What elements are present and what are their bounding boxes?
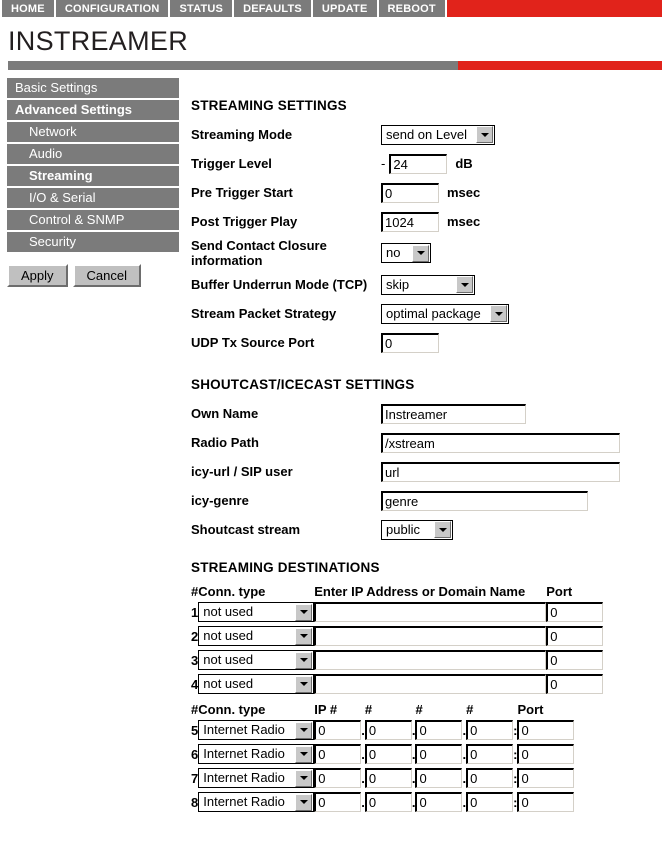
port-cell (546, 650, 603, 674)
shoutcast-stream-select[interactable] (381, 520, 453, 540)
conn-type-select[interactable] (198, 602, 314, 622)
chevron-down-icon[interactable] (490, 305, 507, 322)
trigger-level-input[interactable] (389, 154, 447, 174)
udp-tx-source-port-label: UDP Tx Source Port (191, 335, 315, 350)
octet-3-cell (415, 744, 462, 768)
chevron-down-icon[interactable] (295, 676, 312, 693)
octet-2-cell (365, 720, 412, 744)
page-title: INSTREAMER (8, 26, 189, 56)
field-shoutcast-stream (191, 517, 662, 542)
divider-gray-segment (8, 61, 458, 70)
trigger-level-unit: dB (455, 156, 473, 171)
post-trigger-play-label: Post Trigger Play (191, 214, 298, 229)
octet-4-cell (466, 744, 513, 768)
nav-status-label: STATUS (179, 2, 224, 15)
sidebar-item-security[interactable] (7, 232, 179, 252)
icy-genre-label: icy-genre (191, 493, 249, 508)
port-input[interactable] (546, 602, 603, 622)
radio-path-input[interactable] (381, 433, 620, 453)
chevron-down-icon[interactable] (295, 746, 312, 763)
conn-type-cell (198, 792, 314, 816)
chevron-down-icon[interactable] (295, 604, 312, 621)
sidebar-item-label: I/O & Serial (29, 190, 96, 205)
buffer-underrun-mode-value: skip (386, 276, 410, 292)
address-input[interactable] (314, 650, 546, 670)
trigger-level-label: Trigger Level (191, 156, 272, 171)
header-num: # (191, 584, 199, 599)
radio-path-label: Radio Path (191, 435, 259, 450)
port-input[interactable] (517, 720, 574, 740)
conn-type-value: Internet Radio (203, 746, 285, 761)
post-trigger-play-input[interactable] (381, 212, 439, 232)
port-cell (517, 720, 574, 744)
sidebar-item-label: Security (29, 234, 76, 249)
octet-3-cell (415, 720, 462, 744)
field-pre-trigger-start (191, 180, 662, 205)
row-number: 3 (191, 652, 199, 668)
table-row (191, 792, 574, 816)
stream-packet-strategy-value: optimal package (386, 305, 481, 321)
conn-type-cell (198, 650, 314, 674)
conn-type-select[interactable] (198, 720, 314, 740)
nav-status[interactable] (170, 0, 234, 17)
octet-2-input[interactable] (365, 720, 412, 740)
sidebar-item-streaming[interactable] (7, 166, 179, 186)
octet-3-input[interactable] (415, 720, 462, 740)
nav-configuration-label: CONFIGURATION (64, 2, 160, 15)
sidebar-item-label: Control & SNMP (29, 212, 125, 227)
sidebar-item-label: Audio (29, 146, 63, 161)
port-cell (546, 602, 603, 626)
octet-separator: . (411, 722, 416, 738)
streaming-settings-heading: STREAMING SETTINGS (191, 98, 347, 113)
row-number: 2 (191, 628, 199, 644)
sidebar-item-audio[interactable] (7, 144, 179, 164)
chevron-down-icon[interactable] (434, 521, 451, 538)
conn-type-cell (198, 602, 314, 626)
field-send-contact-closure (191, 238, 662, 268)
octet-4-input[interactable] (466, 792, 513, 812)
table-row (191, 744, 574, 768)
trigger-level-minus-sign: - (381, 156, 386, 171)
port-input[interactable] (517, 744, 574, 764)
chevron-down-icon[interactable] (295, 794, 312, 811)
header-address: Enter IP Address or Domain Name (314, 584, 526, 599)
conn-type-cell (198, 720, 314, 744)
octet-separator: . (462, 746, 467, 762)
octet-separator: . (411, 746, 416, 762)
conn-type-cell (198, 768, 314, 792)
octet-2-cell (365, 792, 412, 816)
field-own-name (191, 401, 662, 426)
octet-separator: . (411, 770, 416, 786)
header-port: Port (546, 584, 573, 599)
header-octet-3: # (415, 702, 423, 717)
nav-reboot-label: REBOOT (387, 2, 436, 15)
octet-3-cell (415, 792, 462, 816)
row-number: 7 (191, 770, 199, 786)
apply-button[interactable]: Apply (7, 264, 68, 287)
conn-type-cell (198, 744, 314, 768)
cancel-button[interactable]: Cancel (73, 264, 141, 287)
udp-tx-source-port-input[interactable] (381, 333, 439, 353)
nav-home-label: HOME (11, 2, 45, 15)
field-buffer-underrun-mode (191, 272, 662, 297)
field-post-trigger-play (191, 209, 662, 234)
octet-2-input[interactable] (365, 792, 412, 812)
address-input[interactable] (314, 674, 546, 694)
sidebar-item-label: Network (29, 124, 77, 139)
field-udp-tx-source-port (191, 330, 662, 355)
icy-url-input[interactable] (381, 462, 620, 482)
octet-2-cell (365, 768, 412, 792)
octet-1-cell (314, 744, 361, 768)
sidebar-item-label: Advanced Settings (15, 102, 133, 117)
octet-1-input[interactable] (314, 792, 361, 812)
octet-separator: . (361, 722, 365, 738)
header-ip: IP # (314, 702, 338, 717)
header-octet-2: # (364, 702, 373, 717)
port-input[interactable] (546, 650, 603, 670)
port-input[interactable] (546, 626, 603, 646)
field-icy-url (191, 459, 662, 484)
chevron-down-icon[interactable] (295, 628, 312, 645)
header-octet-4: # (466, 702, 474, 717)
octet-3-cell (415, 768, 462, 792)
sidebar-item-network[interactable] (7, 122, 179, 142)
conn-type-select[interactable] (198, 768, 314, 788)
port-cell (517, 792, 574, 816)
row-number: 4 (191, 676, 199, 692)
conn-type-value: Internet Radio (203, 722, 285, 737)
row-number: 6 (191, 746, 199, 762)
send-contact-closure-select[interactable] (381, 243, 431, 263)
sidebar (7, 78, 179, 287)
pre-trigger-start-input[interactable] (381, 183, 439, 203)
send-contact-closure-value: no (386, 245, 401, 260)
octet-1-cell (314, 768, 361, 792)
octet-1-cell (314, 792, 361, 816)
octet-4-input[interactable] (466, 768, 513, 788)
port-cell (546, 674, 603, 698)
port-cell (517, 744, 574, 768)
form-action-buttons (7, 264, 179, 287)
divider-red-segment (458, 61, 662, 70)
header-divider (8, 61, 662, 70)
destinations-table-ip (191, 702, 574, 816)
nav-update[interactable] (313, 0, 379, 17)
port-cell (517, 768, 574, 792)
port-input[interactable] (517, 792, 574, 812)
header-port: Port (517, 702, 544, 717)
address-input[interactable] (314, 626, 546, 646)
streaming-destinations-block (191, 560, 662, 816)
octet-3-input[interactable] (415, 768, 462, 788)
field-radio-path (191, 430, 662, 455)
streaming-mode-select[interactable] (381, 125, 495, 145)
row-number: 8 (191, 794, 199, 810)
octet-4-cell (466, 768, 513, 792)
table-row (191, 674, 603, 698)
destinations-table-domain (191, 584, 603, 698)
octet-3-input[interactable] (415, 792, 462, 812)
conn-type-value: not used (203, 652, 254, 667)
nav-configuration[interactable] (56, 0, 171, 17)
table-row (191, 650, 603, 674)
conn-type-value: Internet Radio (203, 770, 285, 785)
field-trigger-level (191, 151, 662, 176)
table-header-row (191, 584, 603, 602)
address-cell (314, 650, 546, 674)
buffer-underrun-mode-select[interactable] (381, 275, 475, 295)
port-separator: : (513, 746, 518, 762)
address-cell (314, 626, 546, 650)
octet-2-input[interactable] (365, 768, 412, 788)
table-row (191, 626, 603, 650)
chevron-down-icon[interactable] (295, 770, 312, 787)
table-row (191, 768, 574, 792)
sidebar-item-label: Streaming (29, 168, 93, 183)
icy-genre-input[interactable] (381, 491, 588, 511)
table-header-row (191, 702, 574, 720)
row-number: 1 (191, 604, 199, 620)
octet-separator: . (411, 794, 416, 810)
address-cell (314, 674, 546, 698)
main-content (191, 78, 662, 816)
port-separator: : (513, 794, 518, 810)
octet-separator: . (462, 770, 467, 786)
header-conn-type: Conn. type (198, 584, 266, 599)
sidebar-item-basic-settings[interactable] (7, 78, 179, 98)
sidebar-item-control-snmp[interactable] (7, 210, 179, 230)
chevron-down-icon[interactable] (456, 276, 473, 293)
buffer-underrun-mode-label: Buffer Underrun Mode (TCP) (191, 277, 368, 292)
conn-type-value: Internet Radio (203, 794, 285, 809)
conn-type-value: not used (203, 628, 254, 643)
nav-update-label: UPDATE (321, 2, 368, 15)
octet-1-input[interactable] (314, 768, 361, 788)
top-navigation-bar (0, 0, 662, 17)
field-streaming-mode (191, 122, 662, 147)
send-contact-closure-label: Send Contact Closure information (191, 238, 327, 268)
port-cell (546, 626, 603, 650)
nav-defaults-label: DEFAULTS (243, 2, 302, 15)
octet-2-cell (365, 744, 412, 768)
field-stream-packet-strategy (191, 301, 662, 326)
sidebar-item-label: Basic Settings (15, 80, 98, 95)
sidebar-item-io-serial[interactable] (7, 188, 179, 208)
table-row (191, 602, 603, 626)
pre-trigger-start-label: Pre Trigger Start (191, 185, 293, 200)
header-num: # (191, 702, 199, 717)
conn-type-select[interactable] (198, 674, 314, 694)
shoutcast-settings-heading: SHOUTCAST/ICECAST SETTINGS (191, 377, 415, 392)
own-name-input[interactable] (381, 404, 526, 424)
chevron-down-icon[interactable] (412, 245, 429, 262)
conn-type-cell (198, 674, 314, 698)
octet-separator: . (361, 794, 365, 810)
nav-accent-fill (447, 0, 662, 17)
octet-4-cell (466, 720, 513, 744)
table-row (191, 720, 574, 744)
sidebar-item-advanced-settings[interactable] (7, 100, 179, 120)
chevron-down-icon[interactable] (295, 652, 312, 669)
header-conn-type: Conn. type (198, 702, 266, 717)
conn-type-value: not used (203, 604, 254, 619)
octet-3-input[interactable] (415, 744, 462, 764)
octet-separator: . (462, 722, 467, 738)
streaming-mode-value: send on Level (386, 126, 467, 142)
streaming-mode-label: Streaming Mode (191, 127, 293, 142)
own-name-label: Own Name (191, 406, 259, 421)
pre-trigger-start-unit: msec (447, 185, 481, 200)
conn-type-select[interactable] (198, 626, 314, 646)
stream-packet-strategy-select[interactable] (381, 304, 509, 324)
row-number: 5 (191, 722, 199, 738)
octet-4-input[interactable] (466, 720, 513, 740)
shoutcast-stream-value: public (386, 521, 420, 537)
field-icy-genre (191, 488, 662, 513)
conn-type-cell (198, 626, 314, 650)
post-trigger-play-unit: msec (447, 214, 481, 229)
octet-1-input[interactable] (314, 744, 361, 764)
nav-reboot[interactable] (379, 0, 447, 17)
shoutcast-stream-label: Shoutcast stream (191, 522, 301, 537)
streaming-destinations-heading: STREAMING DESTINATIONS (191, 560, 380, 575)
port-separator: : (513, 770, 518, 786)
conn-type-select[interactable] (198, 744, 314, 764)
octet-separator: . (462, 794, 467, 810)
icy-url-label: icy-url / SIP user (191, 464, 293, 479)
nav-home[interactable] (0, 0, 56, 17)
chevron-down-icon[interactable] (295, 722, 312, 739)
octet-2-input[interactable] (365, 744, 412, 764)
octet-1-cell (314, 720, 361, 744)
port-input[interactable] (517, 768, 574, 788)
octet-separator: . (361, 746, 365, 762)
conn-type-value: not used (203, 676, 254, 691)
address-input[interactable] (314, 602, 546, 622)
stream-packet-strategy-label: Stream Packet Strategy (191, 306, 337, 321)
port-separator: : (513, 722, 518, 738)
octet-1-input[interactable] (314, 720, 361, 740)
chevron-down-icon[interactable] (476, 126, 493, 143)
conn-type-select[interactable] (198, 650, 314, 670)
octet-4-input[interactable] (466, 744, 513, 764)
port-input[interactable] (546, 674, 603, 694)
nav-defaults[interactable] (234, 0, 313, 17)
conn-type-select[interactable] (198, 792, 314, 812)
octet-4-cell (466, 792, 513, 816)
octet-separator: . (361, 770, 365, 786)
address-cell (314, 602, 546, 626)
